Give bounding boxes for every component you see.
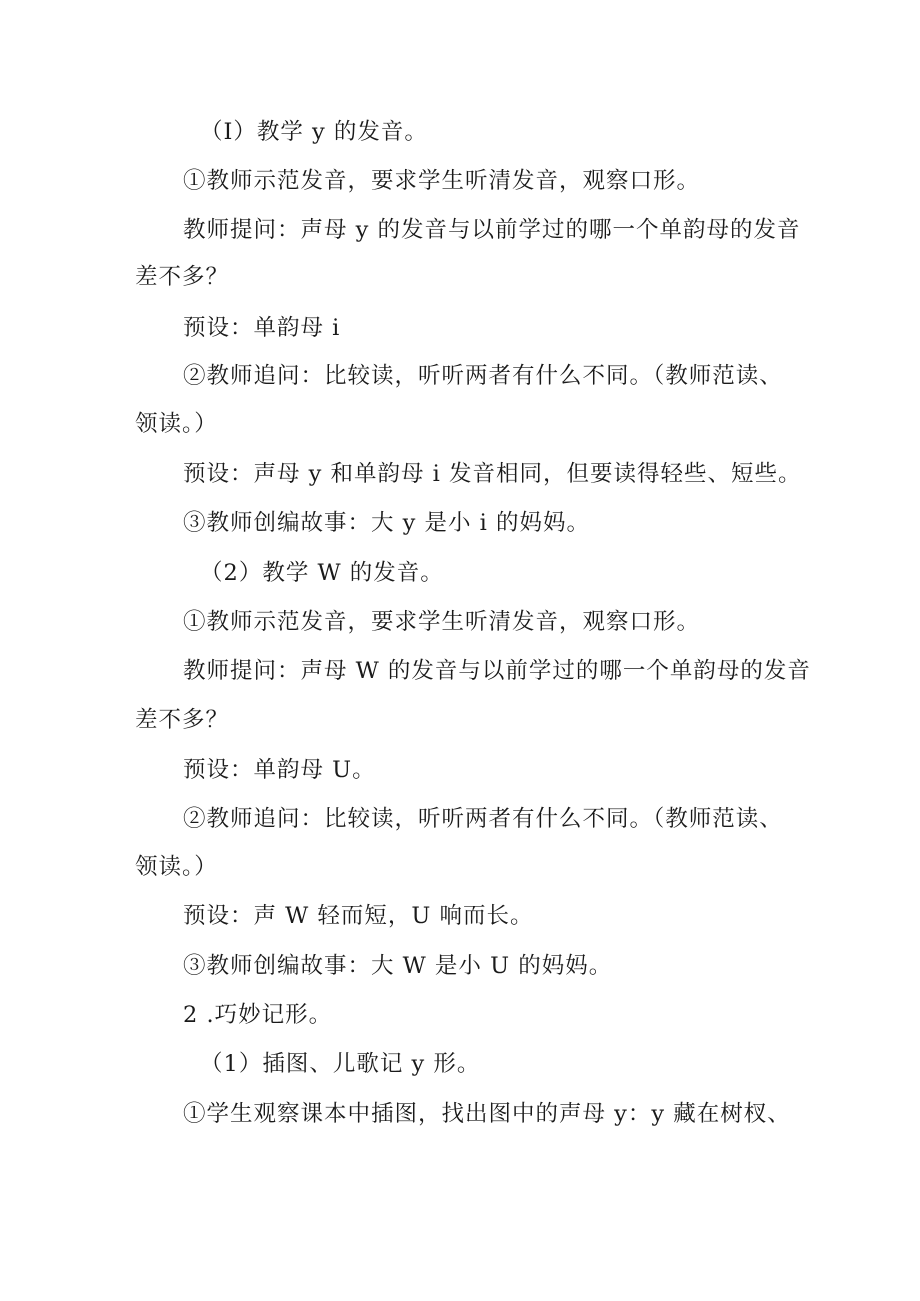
paragraph-line: ①学生观察课本中插图，找出图中的声母 y：y 藏在树杈、 xyxy=(183,1101,791,1127)
paragraph-line: 预设：单韵母 i xyxy=(183,315,341,341)
paragraph-line: ②教师追问：比较读，听听两者有什么不同。（教师范读、 xyxy=(183,806,783,832)
paragraph-line: 教师提问：声母 W 的发音与以前学过的哪一个单韵母的发音 xyxy=(183,658,811,684)
section-heading: 2 .巧妙记形。 xyxy=(183,1002,333,1028)
heading-teach-y: （I）教学 y 的发音。 xyxy=(200,119,428,145)
paragraph-line: 预设：声 W 轻而短，U 响而长。 xyxy=(183,903,534,929)
paragraph-line: ①教师示范发音，要求学生听清发音，观察口形。 xyxy=(183,609,701,635)
paragraph-line: ③教师创编故事：大 W 是小 U 的妈妈。 xyxy=(183,953,613,979)
paragraph-line: 领读。） xyxy=(135,411,218,437)
paragraph-line: 教师提问：声母 y 的发音与以前学过的哪一个单韵母的发音 xyxy=(183,217,801,243)
paragraph-line: 差不多？ xyxy=(135,707,230,733)
paragraph-line: 领读。） xyxy=(135,854,218,880)
paragraph-line: ①教师示范发音，要求学生听清发音，观察口形。 xyxy=(183,168,701,194)
paragraph-line: 差不多？ xyxy=(135,264,230,290)
subsection-heading: （1）插图、儿歌记 y 形。 xyxy=(200,1051,481,1077)
paragraph-line: ②教师追问：比较读，听听两者有什么不同。（教师范读、 xyxy=(183,363,783,389)
heading-teach-w: （2）教学 W 的发音。 xyxy=(200,560,444,586)
paragraph-line: 预设：声母 y 和单韵母 i 发音相同，但要读得轻些、短些。 xyxy=(183,461,802,487)
paragraph-line: ③教师创编故事：大 y 是小 i 的妈妈。 xyxy=(183,510,591,536)
paragraph-line: 预设：单韵母 U。 xyxy=(183,757,376,783)
